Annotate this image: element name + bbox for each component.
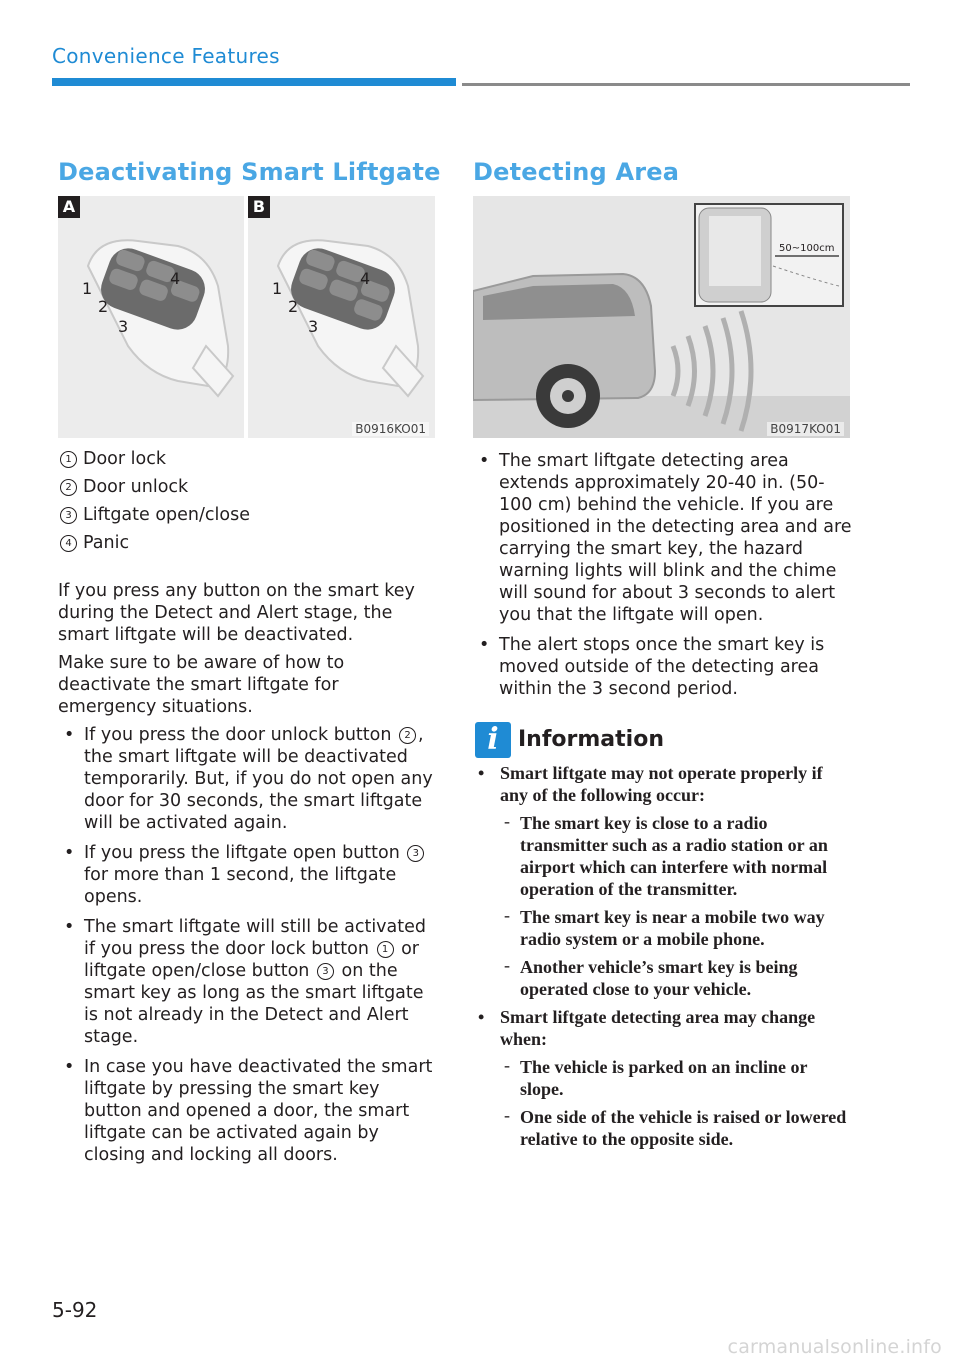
smart-key-illustration <box>58 196 435 438</box>
circled-number: 3 <box>317 963 334 980</box>
legend-label: Door lock <box>83 449 166 469</box>
legend-label: Liftgate open/close <box>83 505 250 525</box>
legend-item <box>58 448 166 470</box>
circled-number: 1 <box>377 941 394 958</box>
circled-number: 1 <box>60 451 77 468</box>
circled-number: 3 <box>60 507 77 524</box>
list-item: • If you press the door unlock button 2 , the smart liftgate will be deactivated temporarily. But, if you do not open any door for 30 seconds, the smart liftgate will be activated again. <box>58 724 438 834</box>
information-title: Information <box>518 727 664 752</box>
callout-2: 2 <box>288 297 299 316</box>
smart-key-figure <box>58 196 435 438</box>
sub-list-item: - One side of the vehicle is raised or lowered relative to the opposite side. <box>474 1106 854 1150</box>
list-item: • If you press the liftgate open button 3 for more than 1 second, the liftgate opens. <box>58 842 438 908</box>
callout-2: 2 <box>98 297 109 316</box>
page-header-title: Convenience Features <box>52 44 280 68</box>
list-item: • Smart liftgate may not operate properly if any of the following occur: <box>474 762 854 806</box>
legend-item <box>58 476 188 498</box>
callout-4: 4 <box>170 269 181 288</box>
legend-item <box>58 504 250 526</box>
section-title-deactivating: Deactivating Smart Liftgate <box>58 158 441 186</box>
sub-list-item: - The vehicle is parked on an incline or slope. <box>474 1056 854 1100</box>
panel-label-a: A <box>58 196 80 218</box>
legend-label: Door unlock <box>83 477 189 497</box>
list-item: • Smart liftgate detecting area may change when: <box>474 1006 854 1050</box>
list-item: • The smart liftgate will still be activated if you press the door lock button 1 or liftgate open/close button 3 on the smart key as long as the smart liftgate is not already in the Detect and Alert stage. <box>58 916 438 1048</box>
callout-3: 3 <box>118 317 129 336</box>
figure-code: B0917KO01 <box>767 422 844 436</box>
paragraph-deactivate-intro: If you press any button on the smart key during the Detect and Alert stage, the smart liftgate will be deactivated. <box>58 581 415 645</box>
list-item: • The smart liftgate detecting area extends approximately 20-40 in. (50-100 cm) behind the vehicle. If you are positioned in the detecting area and are carrying the smart key, the hazard warning lights will blink and the chime will sound for about 3 seconds to alert you that the liftgate will open. <box>473 450 853 626</box>
legend-label: Panic <box>83 533 130 553</box>
paragraph-emergency: Make sure to be aware of how to deactivate the smart liftgate for emergency situations. <box>58 653 345 717</box>
detecting-area-bullet-list <box>473 450 853 708</box>
circled-number: 3 <box>407 845 424 862</box>
panel-label-b: B <box>248 196 270 218</box>
callout-1: 1 <box>82 279 93 298</box>
figure-code: B0916KO01 <box>352 422 429 436</box>
callout-4: 4 <box>360 269 371 288</box>
information-box <box>474 762 854 1156</box>
detection-range-inset <box>695 204 843 306</box>
deactivation-bullet-list <box>58 724 438 1174</box>
callout-3: 3 <box>308 317 319 336</box>
list-item: • In case you have deactivated the smart liftgate by pressing the smart key button and opened a door, the smart liftgate can be activated again by closing and locking all doors. <box>58 1056 438 1166</box>
information-icon: i <box>475 722 511 758</box>
circled-number: 2 <box>60 479 77 496</box>
circled-number: 2 <box>399 727 416 744</box>
sub-list-item: - The smart key is close to a radio transmitter such as a radio station or an airport which can interfere with normal operation of the transmitter. <box>474 812 854 900</box>
sub-list-item: - The smart key is near a mobile two way radio system or a mobile phone. <box>474 906 854 950</box>
circled-number: 4 <box>60 535 77 552</box>
sub-list-item: - Another vehicle’s smart key is being operated close to your vehicle. <box>474 956 854 1000</box>
watermark: carmanualsonline.info <box>727 1336 942 1358</box>
list-item: • The alert stops once the smart key is moved outside of the detecting area within the 3 second period. <box>473 634 853 700</box>
callout-1: 1 <box>272 279 283 298</box>
legend-item <box>58 532 129 554</box>
detecting-area-figure <box>473 196 850 438</box>
range-label: 50~100cm <box>779 243 835 254</box>
header-accent-bar <box>52 78 456 86</box>
page-number: 5-92 <box>52 1298 98 1322</box>
header-divider-line <box>462 83 910 86</box>
vehicle-detection-illustration <box>473 196 850 438</box>
section-title-detecting-area: Detecting Area <box>473 158 680 186</box>
